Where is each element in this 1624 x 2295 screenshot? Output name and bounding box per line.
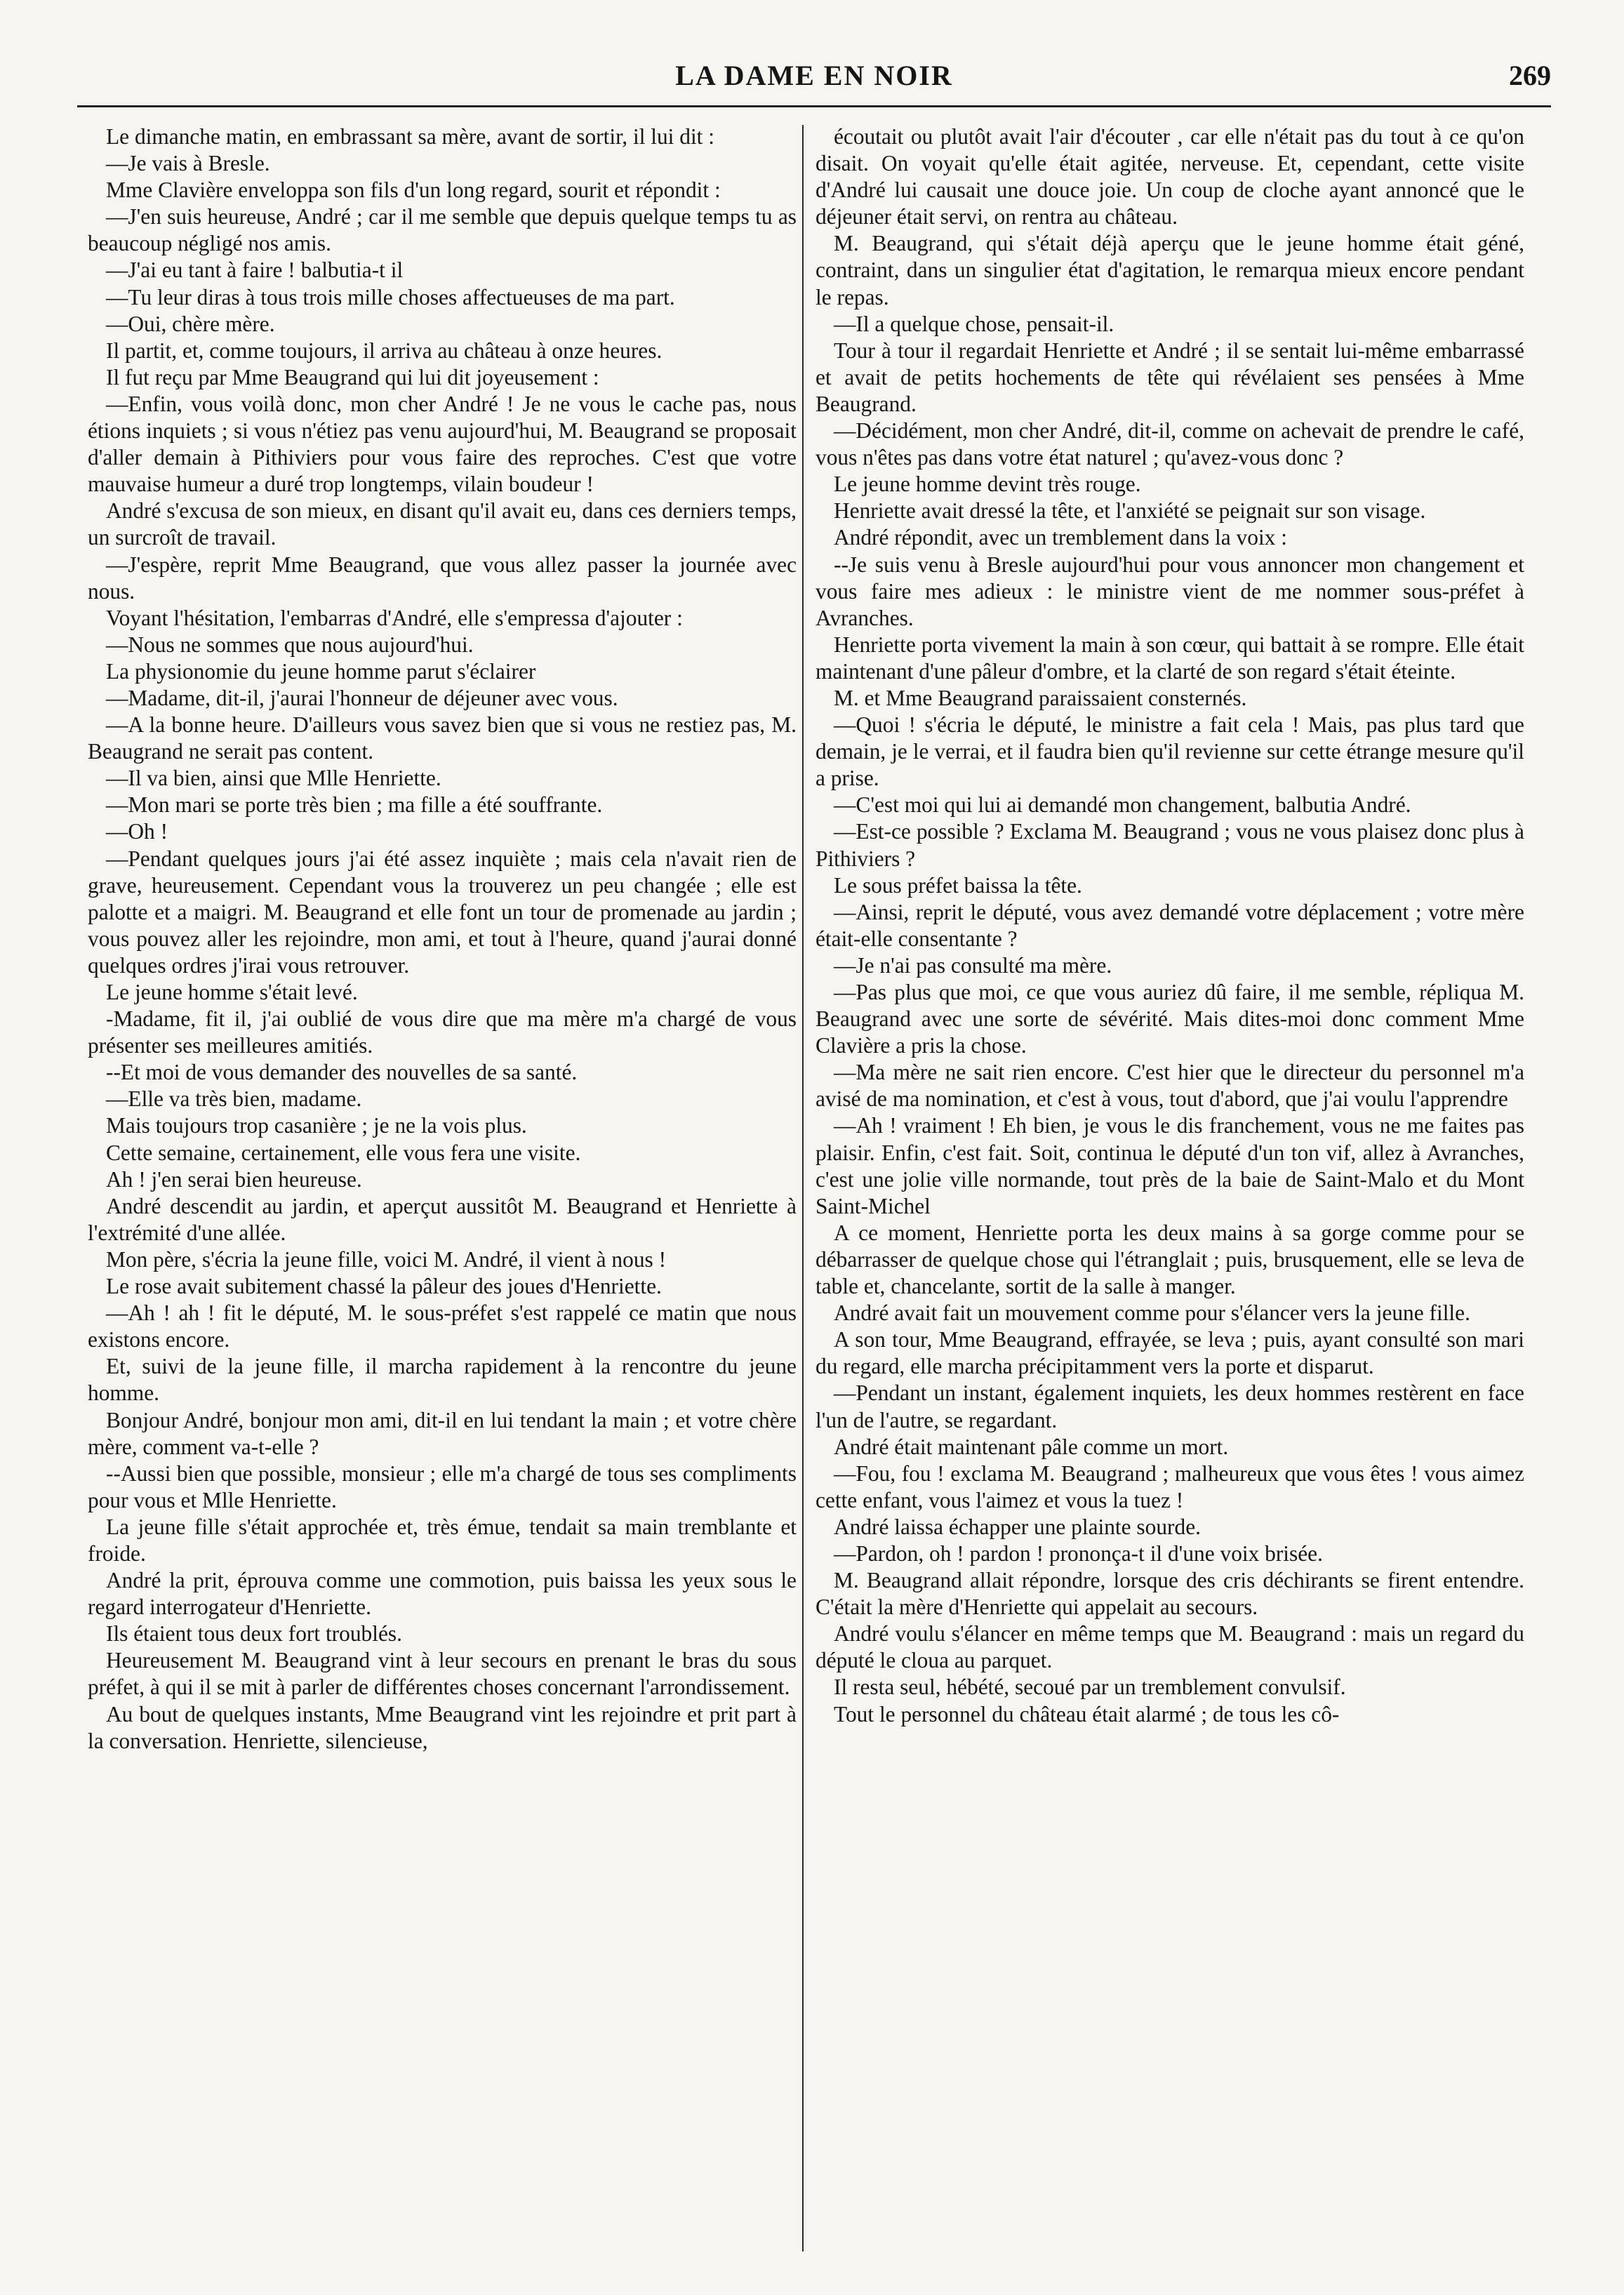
paragraph: Le rose avait subitement chassé la pâleur des joues d'Henriette. — [106, 1274, 662, 1299]
paragraph: —C'est moi qui lui ai demandé mon changement, balbutia André. — [834, 792, 1411, 818]
paragraph: Tout le personnel du château était alarmé ; de tous les cô- — [834, 1701, 1340, 1727]
paragraph: Tour à tour il regardait Henriette et André ; il se sentait lui-même embarrassé et avait de petits hochements de tête qui révélaient ses pensées à Mme Beaugrand. — [816, 338, 1524, 416]
paragraph: Mme Clavière enveloppa son fils d'un long regard, sourit et répondit : — [106, 178, 721, 203]
paragraph: M. et Mme Beaugrand paraissaient consternés. — [834, 685, 1247, 710]
paragraph: A ce moment, Henriette porta les deux mains à sa gorge comme pour se débarrasser de quelque chose qui l'étranglait ; puis, brusquement, elle se leva de table et, chancelante, sortit de la salle à manger. — [816, 1220, 1524, 1299]
paragraph: Le jeune homme s'était levé. — [106, 980, 358, 1004]
paragraph: —Oh ! — [106, 819, 168, 844]
paragraph: Heureusement M. Beaugrand vint à leur secours en prenant le bras du sous préfet, à qui il se mit à parler de différentes choses concernant l'arrondissement. — [88, 1648, 797, 1700]
paragraph: —Ah ! vraiment ! Eh bien, je vous le dis franchement, vous ne me faites pas plaisir. Enfin, c'est fait. Soit, continua le député d'un ton vif, allez à Avranches, c'est une jolie ville normande, tout près de la baie de Saint-Malo et du Mont Saint-Michel — [816, 1113, 1524, 1218]
paragraph: Bonjour André, bonjour mon ami, dit-il en lui tendant la main ; et votre chère mère, comment va-t-elle ? — [88, 1407, 797, 1459]
paragraph: —Il va bien, ainsi que Mlle Henriette. — [106, 766, 441, 791]
paragraph: —Je n'ai pas consulté ma mère. — [834, 952, 1112, 978]
paragraph: Henriette porta vivement la main à son cœur, qui battait à se rompre. Elle était maintenant d'une pâleur d'ombre, et la clarté de son regard s'était éteinte. — [816, 632, 1524, 684]
paragraph: Il partit, et, comme toujours, il arriva au château à onze heures. — [106, 338, 663, 363]
paragraph: —Ainsi, reprit le député, vous avez demandé votre déplacement ; votre mère était-elle consentante ? — [816, 899, 1524, 951]
paragraph: —Mon mari se porte très bien ; ma fille a été souffrante. — [106, 792, 603, 818]
paragraph: -Madame, fit il, j'ai oublié de vous dire que ma mère m'a chargé de vous présenter ses meilleures amitiés. — [88, 1006, 797, 1058]
paragraph: Ah ! j'en serai bien heureuse. — [106, 1166, 362, 1192]
paragraph: —Pas plus que moi, ce que vous auriez dû faire, il me semble, répliqua M. Beaugrand avec une sorte de sévérité. Mais dites-moi donc comment Mme Clavière a pris la chose. — [816, 980, 1524, 1058]
paragraph: —Ma mère ne sait rien encore. C'est hier que le directeur du personnel m'a avisé de ma nomination, et c'est à vous, tout d'abord, que j'ai voulu l'apprendre — [816, 1060, 1524, 1112]
paragraph: —Pardon, oh ! pardon ! prononça-t il d'une voix brisée. — [834, 1541, 1323, 1566]
paragraph: --Aussi bien que possible, monsieur ; elle m'a chargé de tous ses compliments pour vous et Mlle Henriette. — [88, 1461, 797, 1512]
paragraph: —J'en suis heureuse, André ; car il me semble que depuis quelque temps tu as beaucoup négligé nos amis. — [88, 204, 797, 256]
page-number: 269 — [1509, 60, 1551, 91]
paragraph: M. Beaugrand allait répondre, lorsque des cris déchirants se firent entendre. C'était la mère d'Henriette qui appelait au secours. — [816, 1568, 1524, 1620]
paragraph: M. Beaugrand, qui s'était déjà aperçu que le jeune homme était géné, contraint, dans un singulier état d'agitation, le remarqua mieux encore pendant le repas. — [816, 231, 1524, 310]
paragraph: Et, suivi de la jeune fille, il marcha rapidement à la rencontre du jeune homme. — [88, 1354, 797, 1406]
left-column — [88, 124, 797, 2257]
column-divider — [802, 125, 804, 2251]
paragraph: —J'ai eu tant à faire ! balbutia-t il — [106, 258, 404, 283]
paragraph: --Et moi de vous demander des nouvelles de sa santé. — [106, 1060, 578, 1085]
paragraph: La physionomie du jeune homme parut s'éclairer — [106, 658, 536, 684]
header-rule — [77, 105, 1551, 107]
paragraph: —Tu leur diras à tous trois mille choses affectueuses de ma part. — [106, 284, 675, 310]
paragraph: André descendit au jardin, et aperçut aussitôt M. Beaugrand et Henriette à l'extrémité d'une allée. — [88, 1193, 797, 1245]
paragraph: —Ah ! ah ! fit le député, M. le sous-préfet s'est rappelé ce matin que nous existons encore. — [88, 1300, 797, 1352]
paragraph: Mais toujours trop casanière ; je ne la vois plus. — [106, 1113, 527, 1138]
paragraph: Le dimanche matin, en embrassant sa mère, avant de sortir, il lui dit : — [106, 124, 714, 149]
paragraph: La jeune fille s'était approchée et, très émue, tendait sa main tremblante et froide. — [88, 1514, 797, 1566]
paragraph: Le jeune homme devint très rouge. — [834, 472, 1141, 497]
paragraph: —Il a quelque chose, pensait-il. — [834, 311, 1114, 336]
paragraph: Au bout de quelques instants, Mme Beaugrand vint les rejoindre et prit part à la conversation. Henriette, silencieuse, — [88, 1701, 797, 1753]
paragraph: —Elle va très bien, madame. — [106, 1086, 362, 1112]
paragraph: André voulu s'élancer en même temps que M. Beaugrand : mais un regard du député le cloua au parquet. — [816, 1621, 1524, 1673]
paragraph: André s'excusa de son mieux, en disant qu'il avait eu, dans ces derniers temps, un surcroît de travail. — [88, 498, 797, 550]
paragraph: —J'espère, reprit Mme Beaugrand, que vous allez passer la journée avec nous. — [88, 552, 797, 604]
paragraph: —Décidément, mon cher André, dit-il, comme on achevait de prendre le café, vous n'êtes pas dans votre état naturel ; qu'avez-vous donc ? — [816, 418, 1524, 470]
paragraph: —Est-ce possible ? Exclama M. Beaugrand ; vous ne vous plaisez donc plus à Pithiviers ? — [816, 819, 1524, 871]
paragraph: Henriette avait dressé la tête, et l'anxiété se peignait sur son visage. — [834, 498, 1426, 524]
paragraph: —A la bonne heure. D'ailleurs vous savez bien que si vous ne restiez pas, M. Beaugrand ne serait pas content. — [88, 712, 797, 764]
paragraph: Mon père, s'écria la jeune fille, voici M. André, il vient à nous ! — [106, 1246, 667, 1272]
paragraph: Voyant l'hésitation, l'embarras d'André, elle s'empressa d'ajouter : — [106, 605, 683, 630]
paragraph: André la prit, éprouva comme une commotion, puis baissa les yeux sous le regard interrogateur d'Henriette. — [88, 1568, 797, 1620]
paragraph: —Oui, chère mère. — [106, 311, 275, 336]
paragraph: —Pendant un instant, également inquiets, les deux hommes restèrent en face l'un de l'autre, se regardant. — [816, 1381, 1524, 1432]
paragraph: —Enfin, vous voilà donc, mon cher André ! Je ne vous le cache pas, nous étions inquiets ; si vous n'étiez pas venu aujourd'hui, M. Beaugrand se proposait d'aller demain à Pithiviers pour vous faire des reproches. C'est que votre mauvaise humeur a duré trop longtemps, vilain boudeur ! — [88, 391, 797, 497]
paragraph: André avait fait un mouvement comme pour s'élancer vers la jeune fille. — [834, 1300, 1470, 1326]
paragraph: Ils étaient tous deux fort troublés. — [106, 1621, 402, 1647]
paragraph: André répondit, avec un tremblement dans la voix : — [834, 525, 1287, 550]
paragraph: --Je suis venu à Bresle aujourd'hui pour vous annoncer mon changement et vous faire mes adieux : le ministre vient de me nommer sous-préfet à Avranches. — [816, 552, 1524, 630]
paragraph: —Pendant quelques jours j'ai été assez inquiète ; mais cela n'avait rien de grave, heureusement. Cependant vous la trouverez un peu changée ; elle est palotte et a maigri. M. Beaugrand et elle font un tour de promenade au jardin ; vous pouvez aller les rejoindre, mon ami, et tout à l'heure, quand j'aurai donné quelques ordres j'irai vous retrouver. — [88, 846, 797, 978]
paragraph: —Nous ne sommes que nous aujourd'hui. — [106, 632, 474, 657]
running-title: LA DAME EN NOIR — [675, 60, 953, 91]
paragraph: Il resta seul, hébété, secoué par un tremblement convulsif. — [834, 1675, 1346, 1700]
paragraph: —Fou, fou ! exclama M. Beaugrand ; malheureux que vous êtes ! vous aimez cette enfant, vous l'aimez et vous la tuez ! — [816, 1461, 1524, 1512]
paragraph: André laissa échapper une plainte sourde. — [834, 1514, 1201, 1539]
paragraph: —Je vais à Bresle. — [106, 151, 270, 176]
paragraph: —Quoi ! s'écria le député, le ministre a fait cela ! Mais, pas plus tard que demain, je le verrai, et il faudra bien qu'il revienne sur cette étrange mesure qu'il a prise. — [816, 712, 1524, 791]
paragraph: —Madame, dit-il, j'aurai l'honneur de déjeuner avec vous. — [106, 685, 618, 710]
paragraph: Il fut reçu par Mme Beaugrand qui lui dit joyeusement : — [106, 364, 599, 390]
right-column — [816, 124, 1524, 2257]
paragraph: André était maintenant pâle comme un mort. — [834, 1434, 1229, 1459]
paragraph: écoutait ou plutôt avait l'air d'écouter , car elle n'était pas du tout à ce qu'on disait. On voyait qu'elle était agitée, nerveuse. Et, cependant, cette visite d'André lui causait une douce joie. Un coup de cloche ayant annoncé que le déjeuner était servi, on rentra au château. — [816, 124, 1524, 230]
paragraph: Cette semaine, certainement, elle vous fera une visite. — [106, 1140, 581, 1165]
page-header — [77, 59, 1551, 108]
paragraph: Le sous préfet baissa la tête. — [834, 872, 1082, 898]
paragraph: A son tour, Mme Beaugrand, effrayée, se leva ; puis, ayant consulté son mari du regard, elle marcha précipitamment vers la porte et disparut. — [816, 1327, 1524, 1379]
